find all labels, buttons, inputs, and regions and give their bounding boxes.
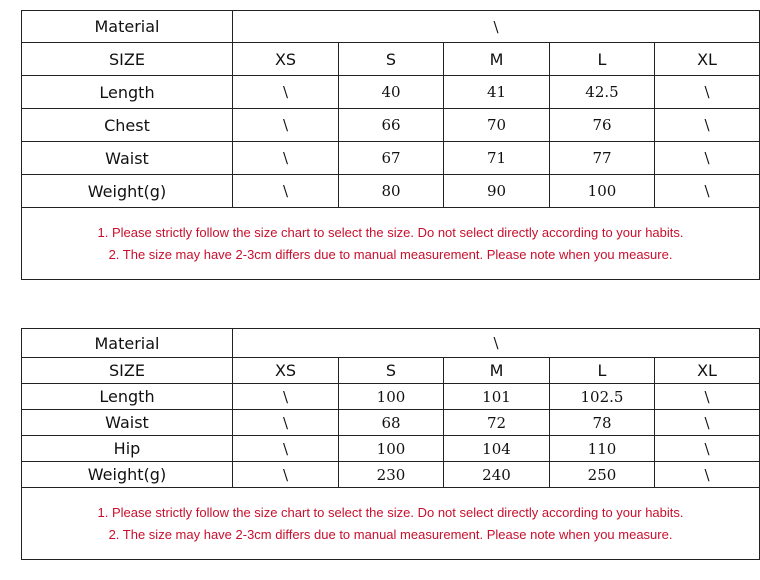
cell: 100: [550, 175, 655, 208]
size-chart-top: [21, 10, 760, 280]
header-size: SIZE: [22, 43, 233, 76]
row-label: Waist: [22, 410, 233, 436]
notes-cell: [22, 488, 760, 560]
cell: 104: [444, 436, 550, 462]
cell: 70: [444, 109, 550, 142]
header-xl: XL: [655, 358, 760, 384]
row-label: Hip: [22, 436, 233, 462]
cell: 42.5: [550, 76, 655, 109]
cell: 67: [339, 142, 444, 175]
header-l: L: [550, 43, 655, 76]
header-l: L: [550, 358, 655, 384]
material-value: \: [233, 11, 760, 43]
cell: \: [655, 109, 760, 142]
cell: \: [233, 436, 339, 462]
row-label: Weight(g): [22, 175, 233, 208]
header-xl: XL: [655, 43, 760, 76]
cell: \: [233, 384, 339, 410]
cell: 80: [339, 175, 444, 208]
cell: \: [233, 410, 339, 436]
row-label: Length: [22, 76, 233, 109]
cell: 41: [444, 76, 550, 109]
cell: \: [233, 142, 339, 175]
material-label: Material: [22, 329, 233, 358]
cell: 240: [444, 462, 550, 488]
cell: \: [233, 462, 339, 488]
table-row: [22, 384, 760, 410]
cell: 68: [339, 410, 444, 436]
size-chart-bottom: [21, 328, 760, 560]
cell: \: [655, 462, 760, 488]
cell: \: [233, 76, 339, 109]
cell: \: [655, 175, 760, 208]
cell: 40: [339, 76, 444, 109]
cell: 110: [550, 436, 655, 462]
cell: \: [655, 410, 760, 436]
cell: 76: [550, 109, 655, 142]
note-1: 1. Please strictly follow the size chart to select the size. Do not select directly according to your habits.: [97, 224, 684, 240]
row-label: Length: [22, 384, 233, 410]
table-row: [22, 410, 760, 436]
table-row: [22, 76, 760, 109]
header-xs: XS: [233, 43, 339, 76]
table-row: [22, 109, 760, 142]
cell: 100: [339, 384, 444, 410]
table-row: [22, 436, 760, 462]
cell: \: [655, 142, 760, 175]
table-row: [22, 462, 760, 488]
note-2: 2. The size may have 2-3cm differs due to manual measurement. Please note when you measure.: [108, 526, 673, 542]
cell: \: [233, 109, 339, 142]
cell: 101: [444, 384, 550, 410]
row-label: Weight(g): [22, 462, 233, 488]
cell: 102.5: [550, 384, 655, 410]
cell: 90: [444, 175, 550, 208]
cell: 66: [339, 109, 444, 142]
table-row: [22, 142, 760, 175]
header-s: S: [339, 43, 444, 76]
cell: \: [655, 436, 760, 462]
table-row: [22, 175, 760, 208]
header-m: M: [444, 43, 550, 76]
cell: 78: [550, 410, 655, 436]
material-value: \: [233, 329, 760, 358]
header-size: SIZE: [22, 358, 233, 384]
row-label: Chest: [22, 109, 233, 142]
cell: 100: [339, 436, 444, 462]
header-row: [22, 43, 760, 76]
cell: 71: [444, 142, 550, 175]
cell: \: [655, 76, 760, 109]
cell: 230: [339, 462, 444, 488]
cell: 72: [444, 410, 550, 436]
row-label: Waist: [22, 142, 233, 175]
header-xs: XS: [233, 358, 339, 384]
cell: \: [233, 175, 339, 208]
header-row: [22, 358, 760, 384]
header-m: M: [444, 358, 550, 384]
header-s: S: [339, 358, 444, 384]
note-1: 1. Please strictly follow the size chart to select the size. Do not select directly according to your habits.: [97, 504, 684, 520]
cell: 77: [550, 142, 655, 175]
notes-cell: [22, 208, 760, 280]
material-label: Material: [22, 11, 233, 43]
cell: 250: [550, 462, 655, 488]
note-2: 2. The size may have 2-3cm differs due to manual measurement. Please note when you measure.: [108, 246, 673, 262]
cell: \: [655, 384, 760, 410]
